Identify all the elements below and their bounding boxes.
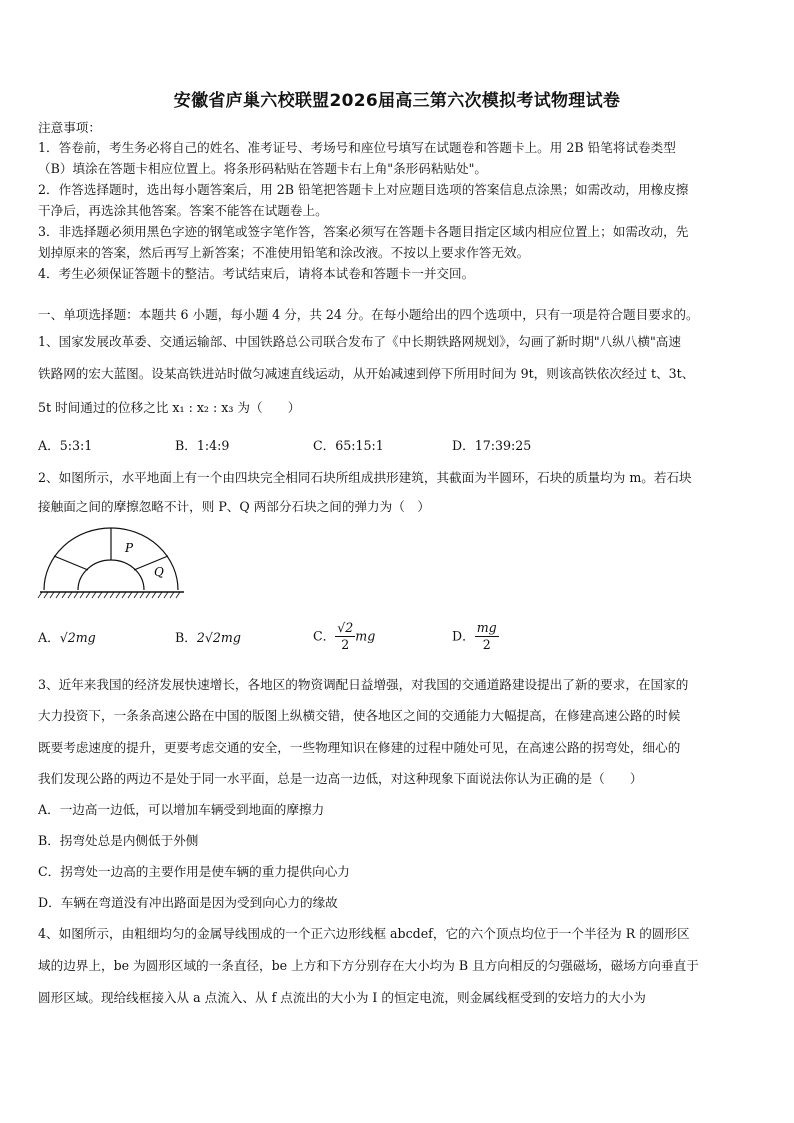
q3-line-3: 既要考虑速度的提升，更要考虑交通的安全，一些物理知识在修建的过程中随处可见，在高速公路的拐弯处，细心的 [38, 740, 681, 755]
q3-option-c: C．拐弯处一边高的主要作用是使车辆的重力提供向心力 [38, 864, 350, 879]
notes-line-7: 4．考生必须保证答题卡的整洁。考试结束后，请将本试卷和答题卡一并交回。 [38, 266, 475, 281]
notes-line-4: 干净后，再选涂其他答案。答案不能答在试题卷上。 [38, 203, 328, 218]
q1-option-c: C．65:15:1 [313, 438, 384, 453]
q4-line-1: 4、如图所示，由粗细均匀的金属导线围成的一个正六边形线框 abcdef，它的六个顶点均位于一个半径为 R 的圆形区 [38, 926, 690, 941]
q1-option-a: A．5:3:1 [38, 438, 93, 453]
notes-line-5: 3．非选择题必须用黑色字迹的钢笔或签字笔作答，答案必须写在答题卡各题目指定区域内相应位置上；如需改动，先 [38, 224, 689, 239]
q1-line-2: 铁路网的宏大蓝图。设某高铁进站时做匀减速直线运动，从开始减速到停下所用时间为 9t，则该高铁依次经过 t、3t、 [38, 366, 695, 381]
q3-line-1: 3、近年来我国的经济发展快速增长，各地区的物资调配日益增强，对我国的交通道路建设提出了新的要求，在国家的 [38, 677, 689, 692]
q1-option-b: B．1:4:9 [175, 438, 230, 453]
q3-option-d: D．车辆在弯道没有冲出路面是因为受到向心力的缘故 [38, 895, 338, 910]
notes-heading: 注意事项： [38, 120, 101, 135]
label-p: P [125, 541, 134, 555]
q3-option-b: B．拐弯处总是内侧低于外侧 [38, 833, 199, 848]
q2-line-2: 接触面之间的摩擦忽略不计，则 P、Q 两部分石块之间的弹力为（ ） [38, 499, 431, 514]
q3-option-a: A．一边高一边低，可以增加车辆受到地面的摩擦力 [38, 802, 325, 817]
q3-line-4: 我们发现公路的两边不是处于同一水平面，总是一边高一边低，对这种现象下面说法你认为正确的是（ ） [38, 771, 643, 786]
q4-line-2: 域的边界上，be 为圆形区域的一条直径，be 上方和下方分别存在大小均为 B 且方向相反的匀强磁场，磁场方向垂直于 [38, 958, 699, 973]
arch-diagram [36, 520, 186, 602]
q2-option-c: C． $\frac{√2}{2}$ mg [313, 620, 376, 652]
q1-line-1: 1、国家发展改革委、交通运输部、中国铁路总公司联合发布了《中长期铁路网规划》，勾画了新时期"八纵八横"高速 [38, 334, 681, 349]
q1-line-3: 5t 时间通过的位移之比 x₁ : x₂ : x₃ 为（ ） [38, 400, 301, 415]
q2-line-1: 2、如图所示，水平地面上有一个由四块完全相同石块所组成拱形建筑，其截面为半圆环，石块的质量均为 m。若石块 [38, 470, 692, 485]
section-heading: 一、单项选择题：本题共 6 小题，每小题 4 分，共 24 分。在每小题给出的四个选项中，只有一项是符合题目要求的。 [38, 307, 699, 322]
notes-line-2: （B）填涂在答题卡相应位置上。将条形码粘贴在答题卡右上角"条形码粘贴处"。 [38, 161, 488, 176]
q4-line-3: 圆形区域。现给线框接入从 a 点流入、从 f 点流出的大小为 I 的恒定电流，则金属线框受到的安培力的大小为 [38, 990, 646, 1005]
q1-option-d: D．17:39:25 [452, 438, 532, 453]
notes-line-1: 1．答卷前，考生务必将自己的姓名、准考证号、考场号和座位号填写在试题卷和答题卡上。用 2B 铅笔将试卷类型 [38, 140, 676, 155]
label-q: Q [154, 565, 164, 579]
q3-line-2: 大力投资下，一条条高速公路在中国的版图上纵横交错，使各地区之间的交通能力大幅提高，在修建高速公路的时候 [38, 708, 681, 723]
q2-option-b: B．2√2mg [175, 630, 241, 645]
q2-option-d: D． $\frac{mg}{2}$ [452, 620, 497, 652]
q2-option-a: A．√2mg [38, 630, 96, 645]
notes-line-6: 划掉原来的答案，然后再写上新答案；不准使用铅笔和涂改液。不按以上要求作答无效。 [38, 245, 530, 260]
notes-line-3: 2．作答选择题时，选出每小题答案后，用 2B 铅笔把答题卡上对应题目选项的答案信息点涂黑；如需改动，用橡皮擦 [38, 182, 689, 197]
page-title: 安徽省庐巢六校联盟2026届高三第六次模拟考试物理试卷 [173, 91, 621, 111]
